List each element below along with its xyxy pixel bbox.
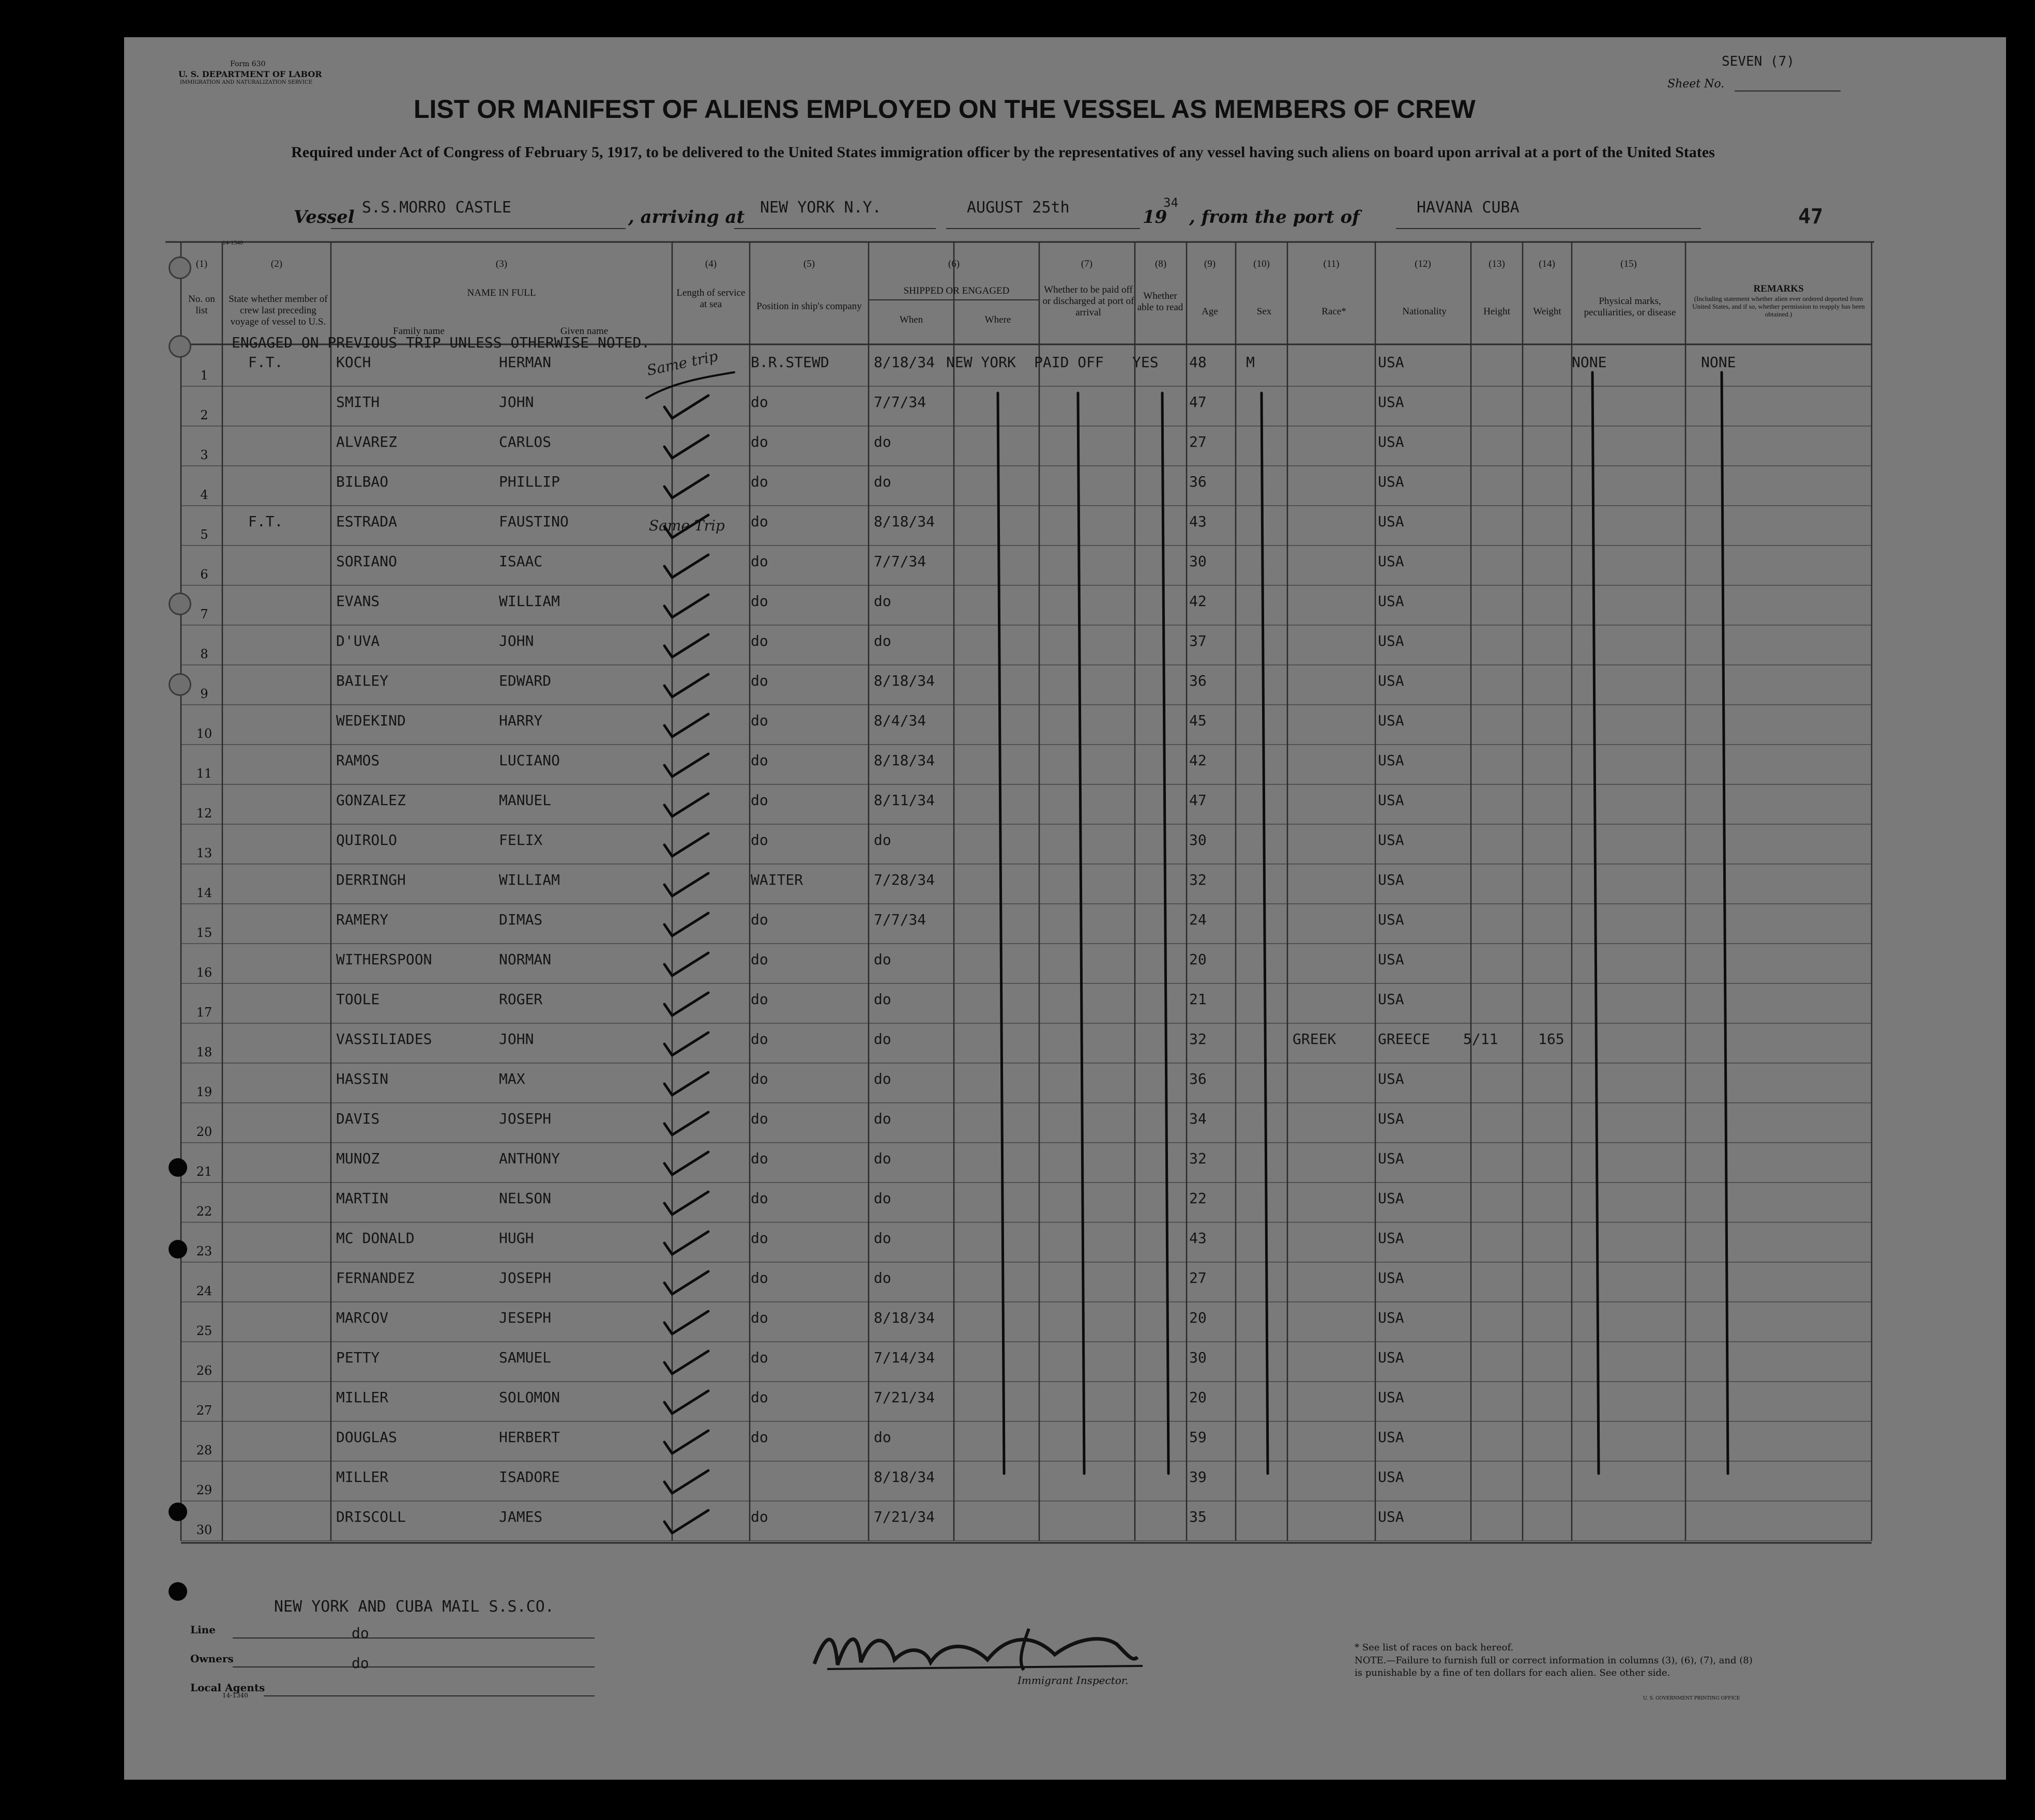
cell-sex: M [1246,354,1255,371]
header-col14: Weight [1533,306,1561,317]
cell-no: 27 [196,1403,212,1418]
cell-no: 8 [200,647,208,661]
cell-position: do [751,553,768,570]
cell-when: 8/4/34 [874,712,927,729]
arrival-year-prefix: 19 [1143,207,1167,228]
cell-family: QUIROLO [336,831,398,848]
cell-no: 19 [196,1085,212,1099]
cell-family: EVANS [336,593,380,610]
cell-read: YES [1132,354,1159,371]
cell-nationality: USA [1378,473,1404,490]
cell-no: 1 [200,368,208,383]
cell-given: HERBERT [499,1429,560,1446]
printer-imprint: U. S. GOVERNMENT PRINTING OFFICE [1643,1696,1740,1701]
cell-family: RAMOS [336,752,380,769]
cell-when: 7/28/34 [874,871,935,888]
header-col11: Race* [1322,306,1346,317]
cell-remarks: NONE [1701,354,1736,371]
cell-nationality: USA [1378,393,1404,411]
cell-age: 34 [1189,1110,1207,1127]
cell-given: NELSON [499,1190,552,1207]
cell-given: SOLOMON [499,1389,560,1406]
owners-value: do [352,1655,369,1672]
cell-given: FAUSTINO [499,513,569,530]
header-col16: REMARKS [1753,283,1804,294]
cell-nationality: USA [1378,632,1404,649]
cell-given: EDWARD [499,672,552,689]
header-col3-family: Family name [393,326,445,337]
cell-family: DERRINGH [336,871,406,888]
cell-no: 22 [196,1204,212,1219]
cell-no: 20 [196,1125,212,1139]
cell-family: KOCH [336,354,371,371]
cell-when: do [874,1269,891,1286]
cell-age: 30 [1189,1349,1207,1366]
cell-family: SMITH [336,393,380,411]
cell-family: WITHERSPOON [336,951,432,968]
cell-age: 48 [1189,354,1207,371]
cell-family: ALVAREZ [336,433,398,450]
cell-age: 43 [1189,1230,1207,1247]
cell-given: ROGER [499,991,543,1008]
cell-position: do [751,911,768,928]
cell-when: 8/18/34 [874,1468,935,1485]
line-label: Line [190,1624,216,1636]
cell-nationality: USA [1378,1150,1404,1167]
departure-port: HAVANA CUBA [1417,199,1520,217]
cell-given: WILLIAM [499,593,560,610]
header-col6-when: When [899,314,923,325]
cell-position: do [751,951,768,968]
cell-nationality: USA [1378,911,1404,928]
cell-prev: F.T. [248,354,283,371]
cell-given: DIMAS [499,911,543,928]
cell-nationality: USA [1378,1309,1404,1326]
cell-no: 13 [196,846,212,860]
page-number: 47 [1798,205,1824,229]
cell-nationality: USA [1378,991,1404,1008]
cell-family: MARTIN [336,1190,389,1207]
header-col13: Height [1483,306,1510,317]
cell-position: do [751,1508,768,1525]
cell-age: 47 [1189,792,1207,809]
cell-nationality: USA [1378,1429,1404,1446]
form-number: Form 630 [230,60,266,68]
cell-nationality: USA [1378,752,1404,769]
cell-nationality: USA [1378,712,1404,729]
cell-race: GREEK [1293,1030,1337,1048]
cell-when: do [874,433,891,450]
cell-position: B.R.STEWD [751,354,829,371]
cell-family: MARCOV [336,1309,389,1326]
column-number: (13) [1489,259,1505,269]
vessel-name: S.S.MORRO CASTLE [362,199,511,217]
cell-given: ISADORE [499,1468,560,1485]
header-col7: Whether to be paid off or discharged at port of arrival [1042,284,1134,318]
header-col3-given: Given name [560,326,609,337]
cell-family: HASSIN [336,1070,389,1087]
department-name: U. S. DEPARTMENT OF LABOR [178,69,322,79]
column-number: (1) [195,259,208,269]
column-number: (15) [1620,259,1637,269]
header-col1: No. on list [188,294,215,316]
cell-nationality: USA [1378,871,1404,888]
sheet-number-value: SEVEN (7) [1722,54,1795,69]
cell-no: 21 [196,1164,212,1179]
cell-age: 21 [1189,991,1207,1008]
cell-marks: NONE [1572,354,1607,371]
local-agents-label: Local Agents [190,1681,265,1694]
cell-nationality: USA [1378,951,1404,968]
local-agents-code: 14-1340 [222,1692,248,1699]
cell-when: do [874,632,891,649]
cell-family: MC DONALD [336,1230,415,1247]
header-col2: State whether member of crew last preceding voyage of vessel to U.S. [229,294,328,327]
cell-when: 7/14/34 [874,1349,935,1366]
cell-family: MUNOZ [336,1150,380,1167]
cell-position: do [751,473,768,490]
cell-nationality: USA [1378,1230,1404,1247]
cell-age: 20 [1189,951,1207,968]
cell-no: 6 [200,567,208,582]
cell-age: 27 [1189,1269,1207,1286]
column-number: (2) [270,259,283,269]
cell-position: do [751,1030,768,1048]
cell-when: do [874,473,891,490]
header-col16-note: (Including statement whether alien ever ordered deported from United States, and if so, whether permission to reapply has been obtained.) [1692,295,1865,318]
cell-given: JESEPH [499,1309,552,1326]
owners-label: Owners [190,1652,234,1665]
cell-position: do [751,1150,768,1167]
cell-given: HUGH [499,1230,534,1247]
cell-position: do [751,393,768,411]
cell-family: D'UVA [336,632,380,649]
cell-nationality: USA [1378,1389,1404,1406]
cell-given: JOHN [499,632,534,649]
cell-when: 7/7/34 [874,911,927,928]
cell-family: BILBAO [336,473,389,490]
cell-when: 7/7/34 [874,393,927,411]
cell-age: 20 [1189,1309,1207,1326]
cell-when: 8/18/34 [874,752,935,769]
header-col5: Position in ship's company [756,301,862,312]
cell-age: 32 [1189,1030,1207,1048]
column-number: (10) [1253,259,1270,269]
cell-given: MAX [499,1070,525,1087]
cell-nationality: USA [1378,792,1404,809]
service-name: IMMIGRATION AND NATURALIZATION SERVICE [180,80,313,85]
cell-no: 23 [196,1244,212,1258]
cell-given: LUCIANO [499,752,560,769]
cell-family: PETTY [336,1349,380,1366]
inspector-caption: Immigrant Inspector. [1017,1674,1129,1687]
cell-when: do [874,951,891,968]
cell-given: ANTHONY [499,1150,560,1167]
cell-nationality: GREECE [1378,1030,1431,1048]
cell-age: 36 [1189,473,1207,490]
sheet-number-label: Sheet No. [1667,78,1725,90]
cell-position: do [751,1349,768,1366]
cell-when: 8/18/34 [874,354,935,371]
cell-when: do [874,1030,891,1048]
cell-age: 32 [1189,871,1207,888]
header-col4: Length of service at sea [676,287,746,310]
vessel-label: Vessel [294,207,355,228]
engaged-note: ENGAGED ON PREVIOUS TRIP UNLESS OTHERWISE NOTED. [232,334,650,351]
column-number: (4) [705,259,717,269]
cell-nationality: USA [1378,593,1404,610]
cell-height: 5/11 [1463,1030,1498,1048]
cell-family: SORIANO [336,553,398,570]
cell-when: do [874,1150,891,1167]
cell-nationality: USA [1378,672,1404,689]
arriving-label: , arriving at [628,207,745,228]
cell-age: 24 [1189,911,1207,928]
cell-age: 36 [1189,672,1207,689]
header-col6-where: Where [984,314,1011,325]
header-col3: NAME IN FULL [467,287,536,298]
cell-position: do [751,712,768,729]
cell-when: do [874,1070,891,1087]
cell-when: do [874,1429,891,1446]
cell-no: 4 [200,488,208,502]
cell-no: 28 [196,1443,212,1458]
cell-given: CARLOS [499,433,552,450]
cell-family: FERNANDEZ [336,1269,415,1286]
cell-no: 14 [196,886,212,900]
cell-family: MILLER [336,1389,389,1406]
cell-family: MILLER [336,1468,389,1485]
cell-no: 17 [196,1005,212,1020]
cell-age: 30 [1189,553,1207,570]
handwritten-note-row1: Same trip [645,347,720,380]
cell-nationality: USA [1378,1110,1404,1127]
cell-age: 43 [1189,513,1207,530]
cell-age: 59 [1189,1429,1207,1446]
column-number: (11) [1323,259,1340,269]
cell-no: 2 [200,408,208,422]
cell-weight: 165 [1538,1030,1565,1048]
cell-where: NEW YORK [946,354,1016,371]
cell-when: do [874,1190,891,1207]
cell-nationality: USA [1378,1508,1404,1525]
cell-family: WEDEKIND [336,712,406,729]
cell-when: do [874,1230,891,1247]
cell-when: 7/21/34 [874,1389,935,1406]
cell-no: 25 [196,1324,212,1338]
cell-when: 7/7/34 [874,553,927,570]
cell-no: 16 [196,965,212,980]
header-col15: Physical marks, peculiarities, or disease [1584,296,1676,318]
column-number: (7) [1081,259,1093,269]
cell-age: 47 [1189,393,1207,411]
cell-position: do [751,433,768,450]
from-port-label: , from the port of [1189,207,1360,228]
page-title: LIST OR MANIFEST OF ALIENS EMPLOYED ON THE VESSEL AS MEMBERS OF CREW [414,95,1476,124]
cell-given: NORMAN [499,951,552,968]
cell-nationality: USA [1378,513,1404,530]
column-number: (5) [803,259,815,269]
cell-when: do [874,593,891,610]
column-number: (12) [1415,259,1431,269]
cell-given: PHILLIP [499,473,560,490]
cell-age: 35 [1189,1508,1207,1525]
cell-given: JAMES [499,1508,543,1525]
cell-when: 8/18/34 [874,672,935,689]
cell-given: JOSEPH [499,1269,552,1286]
arrival-date: AUGUST 25th [967,199,1070,217]
column-number: (3) [495,259,508,269]
cell-position: do [751,593,768,610]
cell-position: do [751,513,768,530]
cell-given: ISAAC [499,553,543,570]
cell-nationality: USA [1378,1468,1404,1485]
header-form-code: 14-1340 [222,239,243,246]
cell-no: 10 [196,726,212,741]
cell-family: BAILEY [336,672,389,689]
cell-family: ESTRADA [336,513,398,530]
penalty-note: NOTE.—Failure to furnish full or correct information in columns (3), (6), (7), and (8) is punishable by a fine of ten dollars for each alien. See other side. [1355,1655,1753,1678]
cell-family: TOOLE [336,991,380,1008]
cell-when: 8/18/34 [874,513,935,530]
arrival-port: NEW YORK N.Y. [760,199,882,217]
cell-family: DAVIS [336,1110,380,1127]
cell-nationality: USA [1378,1349,1404,1366]
cell-age: 22 [1189,1190,1207,1207]
cell-no: 18 [196,1045,212,1059]
cell-when: 8/11/34 [874,792,935,809]
column-number: (14) [1539,259,1555,269]
cell-age: 39 [1189,1468,1207,1485]
cell-no: 30 [196,1523,212,1537]
cell-family: GONZALEZ [336,792,406,809]
cell-family: DOUGLAS [336,1429,398,1446]
cell-age: 42 [1189,752,1207,769]
cell-age: 30 [1189,831,1207,848]
cell-nationality: USA [1378,354,1404,371]
cell-given: SAMUEL [499,1349,552,1366]
cell-age: 36 [1189,1070,1207,1087]
cell-age: 27 [1189,433,1207,450]
cell-position: do [751,752,768,769]
header-col12: Nationality [1402,306,1447,317]
cell-no: 12 [196,806,212,821]
column-number: (6) [948,259,960,269]
cell-no: 7 [200,607,208,621]
cell-nationality: USA [1378,433,1404,450]
arrival-year-suffix: 34 [1163,195,1178,210]
shipping-company: NEW YORK AND CUBA MAIL S.S.CO. [274,1598,554,1616]
cell-position: do [751,672,768,689]
cell-paid: PAID OFF [1034,354,1104,371]
column-number: (9) [1204,259,1216,269]
cell-position: do [751,792,768,809]
cell-no: 11 [196,766,212,781]
cell-position: do [751,1269,768,1286]
race-footnote: * See list of races on back hereof. [1355,1642,1514,1653]
cell-position: do [751,831,768,848]
handwritten-note-row5: Same Trip [649,517,725,534]
cell-no: 5 [200,527,208,542]
cell-when: do [874,831,891,848]
cell-given: JOHN [499,1030,534,1048]
cell-no: 29 [196,1483,212,1497]
cell-given: JOSEPH [499,1110,552,1127]
header-col8: Whether able to read [1137,291,1183,313]
cell-no: 24 [196,1284,212,1298]
page-subtitle: Required under Act of Congress of February 5, 1917, to be delivered to the United States immigration officer by the representatives of any vessel having such aliens on board upon arrival at a port of the United States [291,144,1715,161]
cell-when: 8/18/34 [874,1309,935,1326]
cell-nationality: USA [1378,1269,1404,1286]
cell-position: do [751,1309,768,1326]
cell-nationality: USA [1378,831,1404,848]
cell-position: do [751,1429,768,1446]
cell-position: do [751,1110,768,1127]
cell-nationality: USA [1378,1070,1404,1087]
cell-given: HERMAN [499,354,552,371]
cell-position: do [751,991,768,1008]
cell-given: MANUEL [499,792,552,809]
cell-position: do [751,1230,768,1247]
cell-position: do [751,1389,768,1406]
cell-given: JOHN [499,393,534,411]
cell-family: DRISCOLL [336,1508,406,1525]
cell-nationality: USA [1378,1190,1404,1207]
cell-given: WILLIAM [499,871,560,888]
cell-no: 15 [196,926,212,940]
cell-prev: F.T. [248,513,283,530]
cell-no: 9 [200,687,208,701]
cell-age: 37 [1189,632,1207,649]
cell-given: FELIX [499,831,543,848]
cell-when: do [874,1110,891,1127]
cell-age: 45 [1189,712,1207,729]
cell-position: do [751,1070,768,1087]
cell-position: do [751,632,768,649]
column-number: (8) [1155,259,1167,269]
cell-no: 3 [200,448,208,462]
cell-position: do [751,1190,768,1207]
header-col9: Age [1202,306,1218,317]
cell-age: 42 [1189,593,1207,610]
header-col6: SHIPPED OR ENGAGED [903,285,1010,296]
line-value: do [352,1625,369,1642]
cell-position: WAITER [751,871,803,888]
header-col10: Sex [1256,306,1272,317]
cell-age: 20 [1189,1389,1207,1406]
cell-nationality: USA [1378,553,1404,570]
cell-family: RAMERY [336,911,389,928]
cell-age: 32 [1189,1150,1207,1167]
cell-no: 26 [196,1363,212,1378]
cell-family: VASSILIADES [336,1030,432,1048]
cell-given: HARRY [499,712,543,729]
cell-when: 7/21/34 [874,1508,935,1525]
cell-when: do [874,991,891,1008]
